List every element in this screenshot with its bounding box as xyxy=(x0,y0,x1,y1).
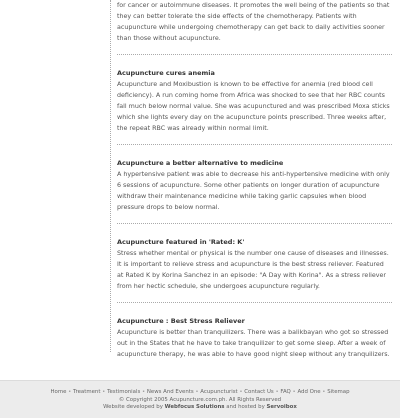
footer-separator: • xyxy=(102,389,108,395)
footer-separator: • xyxy=(68,389,74,395)
section-rated-k xyxy=(117,224,392,303)
section-body: Stress whether mental or physical is the number one cause of diseases and illnesses. It is important to relieve stress and acupuncture is the best stress reliever. Featured at Rated K by Korina Sanchez in an episode: "A Day with Korina". As a stress reliever from her hectic schedule, she undergoes acupuncture regularly. xyxy=(117,250,389,290)
section-alternative-medicine xyxy=(117,145,392,224)
footer-link-contact[interactable]: Contact Us xyxy=(244,389,274,395)
credits-dev-prefix: Website developed by xyxy=(103,404,163,411)
article-content xyxy=(117,0,392,360)
content-left-border xyxy=(110,0,111,352)
footer-separator: • xyxy=(239,389,245,395)
footer-nav xyxy=(0,381,400,397)
footer-separator: • xyxy=(195,389,201,395)
footer-copyright: © Copyright 2005 Acupuncture.com.ph. All Rights Reserved xyxy=(118,396,282,403)
footer-link-home[interactable]: Home xyxy=(50,389,67,395)
footer-link-add-one[interactable]: Add One xyxy=(297,389,321,395)
footer-credits xyxy=(0,404,400,412)
footer-link-testimonials[interactable]: Testimonials xyxy=(107,389,141,395)
credits-developer-link[interactable]: Webfocus Solutions xyxy=(164,404,225,411)
footer-link-faq[interactable]: FAQ xyxy=(280,389,291,395)
section-anemia xyxy=(117,55,392,145)
section-title: Acupuncture : Best Stress Reliever xyxy=(117,317,245,325)
site-footer xyxy=(0,380,400,418)
section-title: Acupuncture cures anemia xyxy=(117,69,215,77)
section-title: Acupuncture a better alternative to medicine xyxy=(117,159,284,167)
intro-paragraph: for cancer or autoimmune diseases. It promotes the well being of the patients so that they can better tolerate the side effects of the chemotherapy. Patients with acupuncture while undergoing chemotherapy can get back to daily activities sooner than those without acupuncture. xyxy=(117,2,390,42)
footer-separator: • xyxy=(292,389,298,395)
section-body: Acupuncture is better than tranquilizers. There was a balikbayan who got so stressed out in the States that he have to take tranquilizer to get some sleep. After a week of acupuncture therapy, he was able to have good night sleep without any tranquilizers. xyxy=(117,329,390,358)
section-body: Acupuncture and Moxibustion is known to be effective for anemia (red blood cell deficiency). A run coming home from Africa was shocked to see that her RBC counts fall much below normal value. She was acupunctured and was prescribed Moxa sticks which she lights every day on the acupuncture points prescribed. Three weeks after, the repeat RBC was already within normal limit. xyxy=(117,81,390,132)
section-stress-reliever xyxy=(117,303,392,360)
footer-link-sitemap[interactable]: Sitemap xyxy=(327,389,350,395)
footer-separator: • xyxy=(322,389,328,395)
credits-host-link[interactable]: Servoibox xyxy=(266,404,297,411)
footer-separator: • xyxy=(275,389,281,395)
footer-separator: • xyxy=(141,389,147,395)
footer-link-news-events[interactable]: News And Events xyxy=(146,389,194,395)
footer-link-acupuncturist[interactable]: Acupuncturist xyxy=(200,389,238,395)
section-body: A hypertensive patient was able to decrease his anti-hypertensive medicine with only 6 sessions of acupuncture. Some other patients on longer duration of acupuncture withdraw their maintenance medicine while taking garlic capsules when blood pressure drops to below normal. xyxy=(117,171,390,211)
section-title: Acupuncture featured in 'Rated: K' xyxy=(117,238,245,246)
credits-host-prefix: and hosted by xyxy=(226,404,265,411)
footer-link-treatment[interactable]: Treatment xyxy=(73,389,101,395)
